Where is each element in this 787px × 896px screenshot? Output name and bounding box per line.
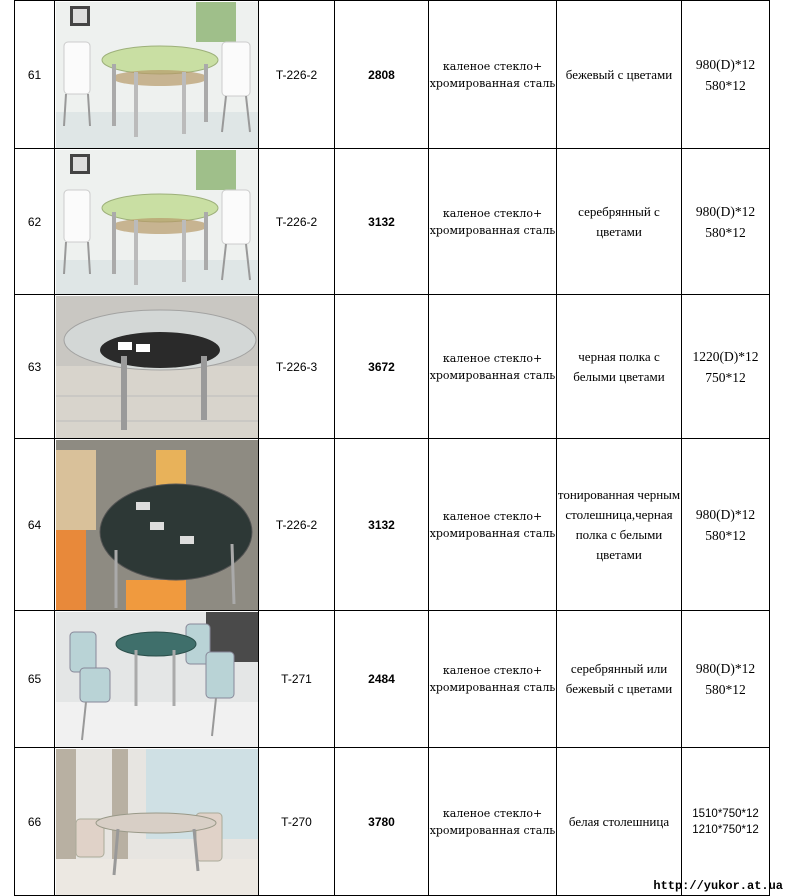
product-photo	[55, 611, 259, 748]
row-number: 62	[15, 149, 55, 295]
product-table	[14, 0, 770, 896]
dimensions	[682, 1, 770, 149]
dimension-line-1: 1220(D)*12	[692, 348, 759, 364]
table-row	[15, 295, 770, 439]
dimensions	[682, 611, 770, 748]
dimension-line-2: 750*12	[705, 369, 746, 385]
color-description: белая столешница	[557, 748, 682, 896]
dimension-line-2: 580*12	[705, 527, 746, 543]
dimension-line-2: 1210*750*12	[692, 823, 759, 836]
dimensions	[682, 295, 770, 439]
price: 3132	[335, 439, 429, 611]
product-photo	[55, 1, 259, 149]
dimension-line-1: 980(D)*12	[695, 506, 756, 522]
price: 3780	[335, 748, 429, 896]
price: 3672	[335, 295, 429, 439]
table-row	[15, 748, 770, 896]
row-number: 66	[15, 748, 55, 896]
material: каленое стекло+ хромированная сталь	[429, 149, 557, 295]
dimensions	[682, 149, 770, 295]
dimension-line-2: 580*12	[705, 224, 746, 240]
row-number: 65	[15, 611, 55, 748]
dimension-line-1: 980(D)*12	[695, 203, 756, 219]
price: 2484	[335, 611, 429, 748]
color-description: серебрянный или бежевый с цветами	[557, 611, 682, 748]
color-description: черная полка с белыми цветами	[557, 295, 682, 439]
model-code: T-226-2	[259, 149, 335, 295]
dimensions	[682, 439, 770, 611]
table-row	[15, 149, 770, 295]
table-row	[15, 611, 770, 748]
dimension-line-2: 580*12	[705, 682, 746, 697]
color-description: тонированная черным столешница,черная полка с белыми цветами	[557, 439, 682, 611]
product-photo	[55, 295, 259, 439]
model-code: T-270	[259, 748, 335, 896]
dimension-line-1: 980(D)*12	[695, 661, 756, 676]
table-row	[15, 439, 770, 611]
model-code: T-271	[259, 611, 335, 748]
row-number: 63	[15, 295, 55, 439]
color-description: бежевый с цветами	[557, 1, 682, 149]
model-code: T-226-3	[259, 295, 335, 439]
product-photo	[55, 748, 259, 896]
dimensions	[682, 748, 770, 896]
material: каленое стекло+ хромированная сталь	[429, 1, 557, 149]
site-watermark: http://yukor.at.ua	[653, 879, 783, 893]
dimension-line-2: 580*12	[705, 77, 746, 93]
price: 3132	[335, 149, 429, 295]
material: каленое стекло+ хромированная сталь	[429, 748, 557, 896]
table-row	[15, 1, 770, 149]
color-description: серебрянный с цветами	[557, 149, 682, 295]
row-number: 61	[15, 1, 55, 149]
material: каленое стекло+ хромированная сталь	[429, 295, 557, 439]
product-photo	[55, 439, 259, 611]
model-code: T-226-2	[259, 439, 335, 611]
price: 2808	[335, 1, 429, 149]
material: каленое стекло+ хромированная сталь	[429, 439, 557, 611]
dimension-line-1: 980(D)*12	[695, 56, 756, 72]
row-number: 64	[15, 439, 55, 611]
material: каленое стекло+ хромированная сталь	[429, 611, 557, 748]
product-photo	[55, 149, 259, 295]
dimension-line-1: 1510*750*12	[692, 807, 759, 820]
model-code: T-226-2	[259, 1, 335, 149]
